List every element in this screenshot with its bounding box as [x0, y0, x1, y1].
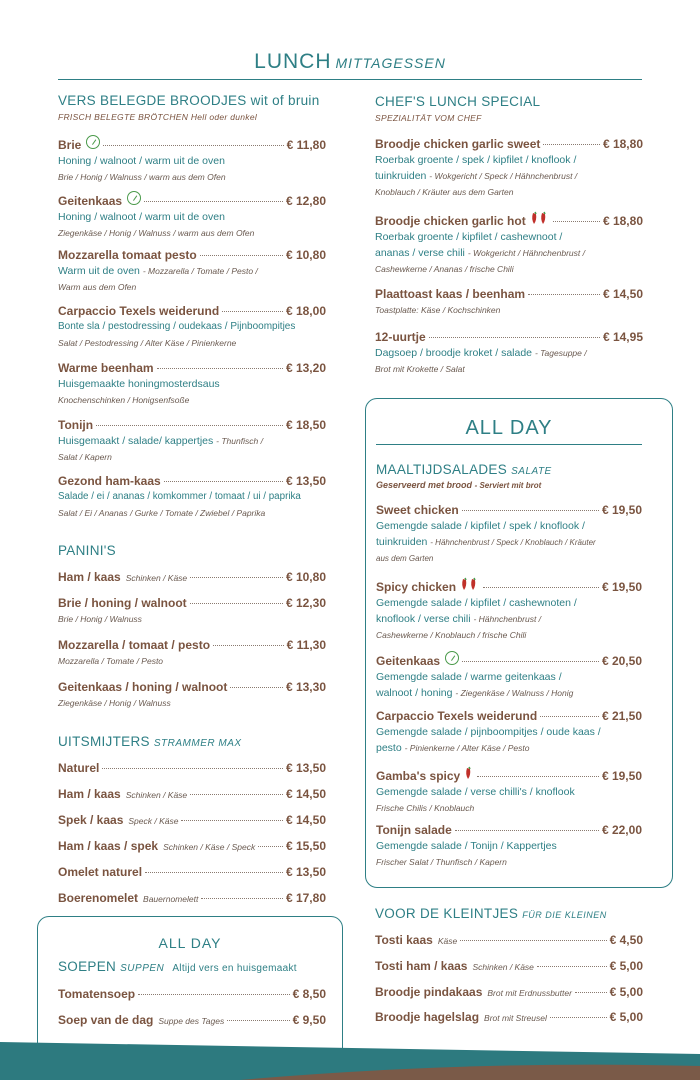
- menu-item: [58, 570, 326, 586]
- item-name: Geitenkaas: [58, 194, 123, 208]
- page-title: [58, 50, 642, 80]
- menu-item: [58, 361, 326, 408]
- menu-item: Gamba's spicy € 19,50 Gemengde salade / verse chilli's / knoflook Frische Chilis / Knoblauch: [376, 766, 642, 816]
- item-price: € 18,00: [285, 304, 326, 318]
- item-price: € 9,50: [292, 1013, 326, 1027]
- item-name: Brie: [58, 138, 82, 152]
- item-name: Tosti ham / kaas: [375, 959, 468, 973]
- item-price: € 10,80: [285, 570, 326, 584]
- item-name: Brie / honing / walnoot: [58, 596, 187, 610]
- menu-item: [58, 304, 326, 351]
- menu-item: [375, 287, 643, 318]
- item-price: € 14,95: [602, 330, 643, 344]
- chili-icon: [530, 211, 550, 225]
- item-name: Mozzarella / tomaat / pesto: [58, 638, 211, 652]
- item-description: Roerbak groente / kipfilet / cashewnoot /: [375, 231, 563, 243]
- item-price: € 10,80: [285, 248, 326, 262]
- item-note: Schinken / Käse / Speck: [163, 842, 256, 852]
- item-price: € 11,80: [286, 138, 326, 152]
- item-name: Naturel: [58, 761, 100, 775]
- menu-item: Broodje hagelslag Brot mit Streusel € 5,00: [375, 1010, 643, 1024]
- menu-item: Tonijn salade € 22,00 Gemengde salade / Tonijn / Kappertjes Frischer Salat / Thunfisch / Kapern: [376, 823, 642, 867]
- item-description-de: Brot mit Krokette / Salat: [375, 364, 465, 374]
- chef-heading: CHEF'S LUNCH SPECIAL: [375, 94, 541, 109]
- item-name: 12-uurtje: [375, 330, 426, 344]
- menu-item: [58, 891, 326, 907]
- menu-item: [58, 987, 326, 1002]
- item-name: Ham / kaas / spek: [58, 839, 159, 853]
- menu-item: Broodje chicken garlic hot € 18,80 Roerbak groente / kipfilet / cashewnoot / ananas / verse chili - Wokgericht / Hähnchenbrust / Cashewkerne / Ananas / frische Chili: [375, 211, 643, 277]
- item-name: Sweet chicken: [376, 503, 459, 517]
- kleintjes-heading: VOOR DE KLEINTJES FÜR DIE KLEINEN: [375, 906, 607, 921]
- uitsmijters-heading: UITSMIJTERS STRAMMER MAX: [58, 734, 242, 749]
- item-name: Boerenomelet: [58, 891, 139, 905]
- item-description-de: Cashewkerne / Ananas / frische Chili: [375, 264, 514, 274]
- menu-item: Carpaccio Texels weiderund € 21,50 Gemengde salade / pijnboompitjes / oude kaas / pesto - Pinienkerne / Alter Käse / Pesto: [376, 709, 642, 754]
- item-note: Bauernomelett: [143, 894, 199, 904]
- item-name: Geitenkaas: [376, 654, 441, 668]
- item-price: € 13,50: [285, 474, 326, 488]
- item-price: € 18,50: [285, 418, 326, 432]
- item-description-de: Knochenschinken / Honigsenfsoße: [58, 395, 190, 405]
- menu-item: Geitenkaas € 20,50 Gemengde salade / warme geitenkaas / walnoot / honing - Ziegenkäse / Walnuss / Honig: [376, 651, 642, 701]
- menu-item: [58, 839, 326, 855]
- item-name: Gamba's spicy: [376, 769, 461, 783]
- menu-item: [58, 813, 326, 829]
- menu-item: [58, 787, 326, 803]
- item-description-de: Warm aus dem Ofen: [58, 282, 137, 292]
- item-price: € 19,50: [601, 580, 642, 594]
- item-price: € 12,30: [285, 596, 326, 610]
- chef-subheading: SPEZIALITÄT VOM CHEF: [375, 113, 482, 123]
- item-price: € 13,50: [285, 761, 326, 775]
- item-description: Salade / ei / ananas / komkommer / tomaat / ui / paprika: [58, 491, 301, 502]
- vegetarian-icon: [445, 651, 459, 665]
- item-description-de: Salat / Pestodressing / Alter Käse / Pinienkerne: [58, 338, 237, 348]
- soepen-box-title: ALL DAY: [158, 935, 222, 951]
- item-description: Huisgemaakte honingmosterdsaus: [58, 378, 220, 390]
- item-description-de: Salat / Ei / Ananas / Gurke / Tomate / Zwiebel / Paprika: [58, 508, 266, 518]
- menu-item: [58, 135, 326, 185]
- item-price: € 13,50: [285, 865, 326, 879]
- menu-item: [58, 680, 326, 711]
- item-description-de: - Mozzarella / Tomate / Pesto /: [142, 266, 258, 276]
- item-price: € 8,50: [292, 987, 326, 1001]
- kleintjes-section: [375, 906, 643, 1031]
- item-name: Soep van de dag: [58, 1013, 154, 1027]
- chili-icon: [464, 766, 474, 780]
- item-price: € 13,30: [285, 680, 326, 694]
- menu-item: [58, 596, 326, 627]
- item-name: Broodje hagelslag: [375, 1010, 480, 1024]
- item-name: Spicy chicken: [376, 580, 457, 594]
- salades-heading: MAALTIJDSALADES SALATE: [376, 462, 552, 477]
- item-price: € 19,50: [601, 503, 642, 517]
- vegetarian-icon: [127, 191, 141, 205]
- item-name: Plaattoast kaas / beenham: [375, 287, 526, 301]
- menu-item: [58, 248, 326, 295]
- item-price: € 21,50: [601, 709, 642, 723]
- menu-item: Sweet chicken € 19,50 Gemengde salade / kipfilet / spek / knoflook / tuinkruiden - Hähnchenbrust / Speck / Knoblauch / Kräuter aus dem Garten: [376, 503, 642, 563]
- title-sub: MITTAGESSEN: [335, 55, 446, 71]
- item-name: Gezond ham-kaas: [58, 474, 161, 488]
- menu-item: Spicy chicken € 19,50 Gemengde salade / kipfilet / cashewnoten / knoflook / verse chili - Hähnchenbrust / Cashewkerne / Knoblauch / frische Chili: [376, 577, 642, 643]
- allday-box-title: ALL DAY: [376, 417, 642, 445]
- item-name: Ham / kaas: [58, 570, 121, 584]
- item-price: € 22,00: [601, 823, 642, 837]
- menu-item: [58, 474, 326, 521]
- item-name: Tomatensoep: [58, 987, 136, 1001]
- item-name: Broodje chicken garlic sweet: [375, 137, 541, 151]
- broodjes-subheading: FRISCH BELEGTE BRÖTCHEN Hell oder dunkel: [58, 112, 258, 122]
- item-price: € 17,80: [285, 891, 326, 905]
- item-price: € 13,20: [285, 361, 326, 375]
- item-note: Schinken / Käse: [125, 573, 188, 583]
- item-description-de: Mozzarella / Tomate / Pesto: [58, 656, 164, 666]
- menu-item: [58, 865, 326, 880]
- item-note: Suppe des Tages: [158, 1016, 225, 1026]
- vegetarian-icon: [86, 135, 100, 149]
- left-column: [58, 93, 326, 913]
- item-price: € 14,50: [285, 813, 326, 827]
- item-price: € 19,50: [601, 769, 642, 783]
- item-price: € 18,80: [602, 137, 643, 151]
- item-description: Bonte sla / pestodressing / oudekaas / Pijnboompitjes: [58, 321, 296, 332]
- item-price: € 5,00: [609, 1010, 643, 1024]
- panini-heading: PANINI'S: [58, 543, 116, 558]
- item-description: Roerbak groente / spek / kipfilet / knoflook /: [375, 154, 577, 166]
- title-main: LUNCH: [254, 50, 332, 73]
- item-name: Spek / kaas: [58, 813, 124, 827]
- item-name: Carpaccio Texels weiderund: [376, 709, 538, 723]
- menu-item: [58, 638, 326, 669]
- menu-item: [58, 418, 326, 465]
- menu-item: Tosti ham / kaas Schinken / Käse € 5,00: [375, 959, 643, 973]
- chef-section: [375, 94, 643, 384]
- item-name: Omelet naturel: [58, 865, 143, 879]
- item-price: € 5,00: [609, 985, 643, 999]
- item-price: € 18,80: [602, 214, 643, 228]
- item-description-de: Toastplatte: Käse / Kochschinken: [375, 305, 501, 315]
- item-description-de: Brie / Honig / Walnuss: [58, 614, 142, 624]
- item-name: Mozzarella tomaat pesto: [58, 248, 197, 262]
- item-description-de: Salat / Kapern: [58, 452, 112, 462]
- serve-note: Geserveerd met brood - Serviert mit brot: [376, 480, 542, 490]
- item-price: € 20,50: [601, 654, 642, 668]
- item-name: Broodje pindakaas: [375, 985, 483, 999]
- item-name: Carpaccio Texels weiderund: [58, 304, 220, 318]
- item-description: Honing / walnoot / warm uit de oven: [58, 211, 225, 223]
- item-price: € 11,30: [286, 638, 326, 652]
- item-name: Warme beenham: [58, 361, 154, 375]
- item-name: Broodje chicken garlic hot: [375, 214, 526, 228]
- item-description: Huisgemaakt / salade/ kappertjes: [58, 435, 214, 447]
- item-description-de: Brie / Honig / Walnuss / warm aus dem Ofen: [58, 172, 226, 182]
- menu-item: Broodje pindakaas Brot mit Erdnussbutter € 5,00: [375, 985, 643, 999]
- item-price: € 14,50: [285, 787, 326, 801]
- chili-icon: [460, 577, 480, 591]
- item-name: Tonijn: [58, 418, 94, 432]
- menu-item: [58, 761, 326, 776]
- item-price: € 4,50: [609, 933, 643, 947]
- item-description: Warm uit de oven: [58, 265, 140, 277]
- item-name: Tonijn salade: [376, 823, 452, 837]
- allday-box: [365, 398, 673, 888]
- item-price: € 5,00: [609, 959, 643, 973]
- item-note: Speck / Käse: [128, 816, 179, 826]
- item-name: Geitenkaas / honing / walnoot: [58, 680, 228, 694]
- broodjes-heading: VERS BELEGDE BROODJES wit of bruin: [58, 93, 320, 108]
- item-price: € 15,50: [285, 839, 326, 853]
- item-note: Schinken / Käse: [125, 790, 188, 800]
- item-name: Ham / kaas: [58, 787, 121, 801]
- item-name: Tosti kaas: [375, 933, 433, 947]
- item-price: € 12,80: [285, 194, 326, 208]
- item-price: € 14,50: [602, 287, 643, 301]
- item-description-de: Knoblauch / Kräuter aus dem Garten: [375, 187, 514, 197]
- menu-item: Tosti kaas Käse € 4,50: [375, 933, 643, 947]
- item-description-de: - Thunfisch /: [216, 436, 263, 446]
- soepen-heading: SOEPEN SUPPEN Altijd vers en huisgemaakt: [58, 959, 297, 974]
- footer-band: [0, 1040, 700, 1080]
- item-description: Honing / walnoot / warm uit de oven: [58, 155, 225, 167]
- menu-item: Broodje chicken garlic sweet € 18,80 Roerbak groente / spek / kipfilet / knoflook / tuinkruiden - Wokgericht / Speck / Hähnchenbrust / Knoblauch / Kräuter aus dem Garten: [375, 137, 643, 200]
- item-description-de: Ziegenkäse / Honig / Walnuss: [58, 698, 171, 708]
- menu-item: [58, 191, 326, 241]
- menu-item: 12-uurtje € 14,95 Dagsoep / broodje kroket / salade - Tagesuppe / Brot mit Krokette / Salat: [375, 330, 643, 377]
- menu-item: [58, 1013, 326, 1029]
- item-description-de: Ziegenkäse / Honig / Walnuss / warm aus dem Ofen: [58, 228, 255, 238]
